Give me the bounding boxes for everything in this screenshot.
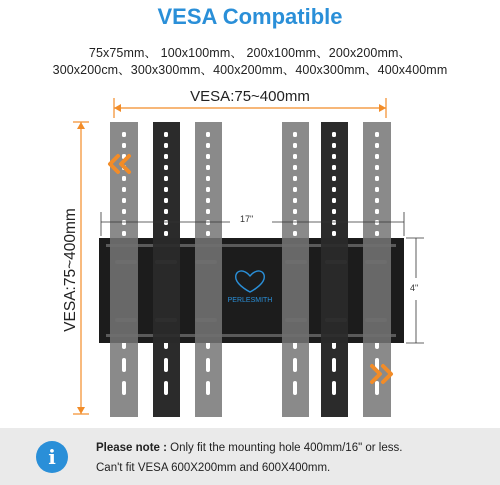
vesa-sizes-line-1: 75x75mm、 100x100mm、 200x100mm、200x200mm、 xyxy=(88,46,412,60)
note-prefix: Please note : xyxy=(96,442,167,454)
height-label: 4" xyxy=(410,283,419,293)
note-line-1: Only fit the mounting hole 400mm/16" or less. xyxy=(166,442,403,454)
page-title: VESA Compatible xyxy=(157,4,343,29)
vesa-sizes-line-2: 300x200cm、300x300mm、400x200mm、400x300mm、400x400mm xyxy=(52,63,448,77)
brand-logo-text: PERLESMITH xyxy=(227,297,273,304)
horizontal-vesa-label: VESA:75~400mm xyxy=(190,88,310,105)
note-line-2: Can't fit VESA 600X200mm and 600X400mm. xyxy=(96,462,331,474)
note-text xyxy=(96,438,402,478)
width-label: 17" xyxy=(240,214,254,224)
vertical-vesa-label: VESA:75~400mm xyxy=(62,208,79,332)
note-banner xyxy=(0,428,500,485)
info-icon: i xyxy=(36,441,68,473)
